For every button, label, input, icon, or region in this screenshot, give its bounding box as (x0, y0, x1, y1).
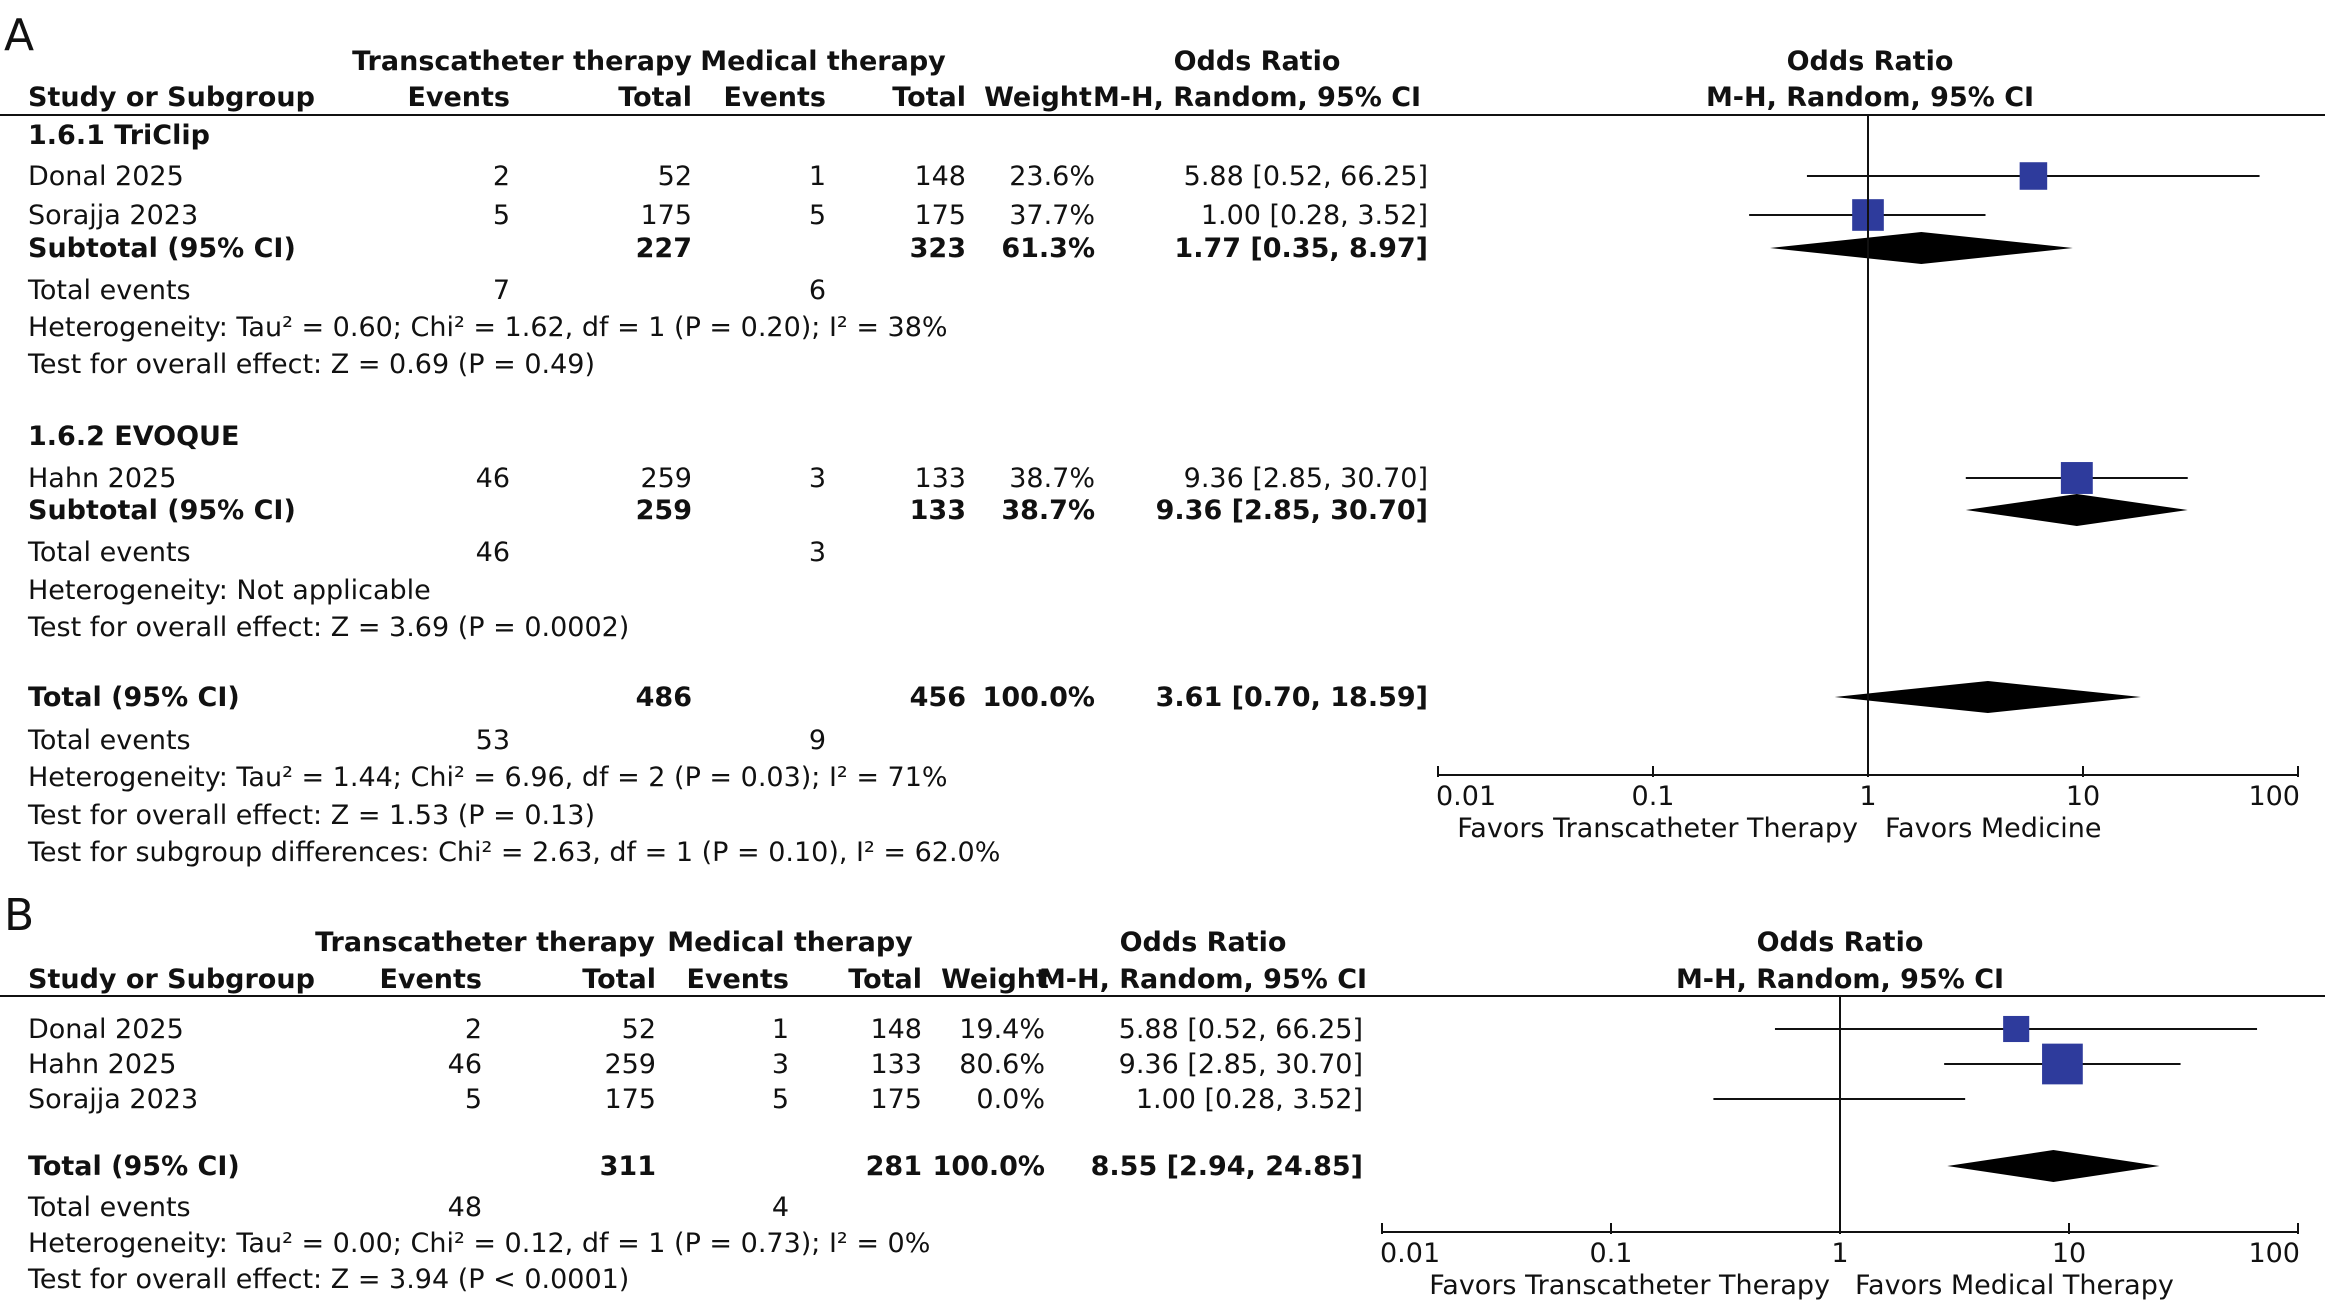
cell-events-1: 46 (475, 463, 510, 494)
cell-total-1: 311 (599, 1151, 656, 1182)
row-label-events: Total events (28, 275, 191, 306)
header-or-method: M-H, Random, 95% CI (1092, 82, 1422, 113)
header-study: Study or Subgroup (28, 964, 315, 995)
cell-events-1: 5 (464, 1084, 482, 1115)
header-study: Study or Subgroup (28, 82, 315, 113)
cell-total-2: 175 (914, 200, 966, 231)
cell-events-2: 3 (808, 463, 826, 494)
cell-weight: 37.7% (1009, 200, 1095, 231)
header-plot-method: M-H, Random, 95% CI (1705, 82, 2035, 113)
header-weight: Weight (941, 964, 1049, 995)
cell-total-2: 133 (909, 495, 966, 526)
study-square (2061, 462, 2093, 494)
cell-events-1: 46 (447, 1049, 482, 1080)
panel-label: A (4, 10, 35, 61)
row-label-events: Total events (28, 1192, 191, 1223)
header-plot-method: M-H, Random, 95% CI (1675, 964, 2005, 995)
header-or-title: Odds Ratio (1119, 927, 1287, 958)
header-or-title: Odds Ratio (1173, 46, 1341, 77)
cell-events-1: 2 (464, 1014, 482, 1045)
cell-or-ci: 9.36 [2.85, 30.70] (1183, 463, 1428, 494)
header-events-1: Events (407, 82, 510, 113)
cell-total-1: 259 (640, 463, 692, 494)
cell-weight: 38.7% (1009, 463, 1095, 494)
cell-events-1: 2 (492, 161, 510, 192)
cell-or-ci: 9.36 [2.85, 30.70] (1155, 495, 1428, 526)
cell-events-2: 3 (771, 1049, 789, 1080)
study-square (2003, 1016, 2029, 1042)
favors-right-label: Favors Medicine (1885, 813, 2102, 844)
cell-events-2: 5 (771, 1084, 789, 1115)
row-label-study: Sorajja 2023 (28, 200, 199, 231)
cell-weight: 80.6% (959, 1049, 1045, 1080)
forest-panel-a (0, 10, 2325, 868)
forest-panel-b (0, 890, 2325, 1301)
cell-total-2: 456 (909, 682, 966, 713)
header-group2: Medical therapy (700, 46, 946, 77)
row-label-events: Total events (28, 725, 191, 756)
cell-events-2: 6 (808, 275, 826, 306)
cell-total-1: 175 (640, 200, 692, 231)
cell-weight: 19.4% (959, 1014, 1045, 1045)
panel-label: B (4, 890, 35, 941)
x-tick-label: 1 (1831, 1238, 1849, 1269)
cell-weight: 100.0% (982, 682, 1095, 713)
cell-events-2: 9 (808, 725, 826, 756)
cell-events-1: 48 (447, 1192, 482, 1223)
cell-or-ci: 1.00 [0.28, 3.52] (1135, 1084, 1363, 1115)
cell-total-2: 281 (865, 1151, 922, 1182)
x-tick-label: 0.1 (1589, 1238, 1633, 1269)
header-plot-title: Odds Ratio (1786, 46, 1954, 77)
row-label-text: Test for overall effect: Z = 3.69 (P = 0.0002) (28, 612, 630, 643)
favors-left-label: Favors Transcatheter Therapy (1457, 813, 1858, 844)
header-weight: Weight (984, 82, 1092, 113)
pooled-diamond (1770, 232, 2073, 264)
study-square (2042, 1044, 2083, 1085)
row-label-study: Donal 2025 (28, 161, 184, 192)
cell-total-1: 52 (657, 161, 692, 192)
row-label-text: Test for overall effect: Z = 0.69 (P = 0.49) (28, 349, 595, 380)
row-label-subtotal: Subtotal (95% CI) (28, 495, 296, 526)
pooled-diamond (1947, 1150, 2159, 1182)
cell-events-1: 5 (492, 200, 510, 231)
header-group1: Transcatheter therapy (315, 927, 655, 958)
cell-events-2: 1 (808, 161, 826, 192)
row-label-text: Heterogeneity: Tau² = 1.44; Chi² = 6.96, df = 2 (P = 0.03); I² = 71% (28, 762, 948, 793)
header-total-1: Total (582, 964, 656, 995)
header-events-1: Events (379, 964, 482, 995)
cell-or-ci: 1.77 [0.35, 8.97] (1174, 233, 1428, 264)
cell-or-ci: 8.55 [2.94, 24.85] (1090, 1151, 1363, 1182)
cell-total-2: 175 (870, 1084, 922, 1115)
cell-total-2: 323 (909, 233, 966, 264)
header-total-2: Total (892, 82, 966, 113)
cell-total-2: 133 (914, 463, 966, 494)
cell-or-ci: 1.00 [0.28, 3.52] (1200, 200, 1428, 231)
cell-events-1: 7 (492, 275, 510, 306)
study-square (2020, 162, 2048, 190)
cell-or-ci: 5.88 [0.52, 66.25] (1118, 1014, 1363, 1045)
cell-events-2: 3 (808, 537, 826, 568)
x-tick-label: 10 (2065, 781, 2101, 812)
row-label-text: Test for overall effect: Z = 1.53 (P = 0.13) (28, 800, 595, 831)
header-total-1: Total (618, 82, 692, 113)
x-tick-label: 100 (2248, 781, 2300, 812)
header-total-2: Total (848, 964, 922, 995)
cell-events-1: 46 (475, 537, 510, 568)
cell-weight: 61.3% (1001, 233, 1095, 264)
pooled-diamond (1835, 681, 2141, 713)
cell-or-ci: 9.36 [2.85, 30.70] (1118, 1049, 1363, 1080)
row-label-text: Heterogeneity: Tau² = 0.60; Chi² = 1.62, df = 1 (P = 0.20); I² = 38% (28, 312, 948, 343)
cell-weight: 38.7% (1001, 495, 1095, 526)
row-label-events: Total events (28, 537, 191, 568)
header-plot-title: Odds Ratio (1756, 927, 1924, 958)
x-tick-label: 1 (1859, 781, 1877, 812)
cell-or-ci: 3.61 [0.70, 18.59] (1155, 682, 1428, 713)
row-label-text: Test for subgroup differences: Chi² = 2.63, df = 1 (P = 0.10), I² = 62.0% (28, 837, 1001, 868)
cell-events-2: 1 (771, 1014, 789, 1045)
row-label-study: Hahn 2025 (28, 1049, 177, 1080)
header-group1: Transcatheter therapy (352, 46, 692, 77)
row-label-text: Heterogeneity: Not applicable (28, 575, 431, 606)
row-label-total: Total (95% CI) (28, 682, 240, 713)
favors-right-label: Favors Medical Therapy (1855, 1270, 2174, 1301)
cell-total-2: 148 (914, 161, 966, 192)
cell-total-1: 52 (621, 1014, 656, 1045)
header-or-method: M-H, Random, 95% CI (1038, 964, 1368, 995)
row-label-subgroup: 1.6.1 TriClip (28, 120, 210, 151)
row-label-study: Sorajja 2023 (28, 1084, 199, 1115)
cell-events-2: 5 (808, 200, 826, 231)
row-label-subtotal: Subtotal (95% CI) (28, 233, 296, 264)
cell-total-2: 133 (870, 1049, 922, 1080)
x-tick-label: 0.1 (1631, 781, 1675, 812)
cell-total-1: 259 (604, 1049, 656, 1080)
pooled-diamond (1966, 494, 2188, 526)
cell-total-1: 175 (604, 1084, 656, 1115)
row-label-text: Heterogeneity: Tau² = 0.00; Chi² = 0.12, df = 1 (P = 0.73); I² = 0% (28, 1228, 931, 1259)
cell-weight: 100.0% (932, 1151, 1045, 1182)
row-label-study: Hahn 2025 (28, 463, 177, 494)
cell-total-1: 486 (635, 682, 692, 713)
favors-left-label: Favors Transcatheter Therapy (1429, 1270, 1830, 1301)
header-events-2: Events (723, 82, 826, 113)
header-group2: Medical therapy (667, 927, 913, 958)
cell-weight: 0.0% (976, 1084, 1045, 1115)
cell-total-2: 148 (870, 1014, 922, 1045)
x-tick-label: 0.01 (1436, 781, 1497, 812)
cell-total-1: 227 (635, 233, 692, 264)
cell-events-1: 53 (475, 725, 510, 756)
cell-events-2: 4 (771, 1192, 789, 1223)
row-label-total: Total (95% CI) (28, 1151, 240, 1182)
header-events-2: Events (686, 964, 789, 995)
cell-weight: 23.6% (1009, 161, 1095, 192)
row-label-subgroup: 1.6.2 EVOQUE (28, 421, 240, 452)
x-tick-label: 0.01 (1380, 1238, 1441, 1269)
cell-or-ci: 5.88 [0.52, 66.25] (1183, 161, 1428, 192)
x-tick-label: 100 (2248, 1238, 2300, 1269)
row-label-text: Test for overall effect: Z = 3.94 (P < 0.0001) (28, 1264, 630, 1295)
x-tick-label: 10 (2051, 1238, 2087, 1269)
row-label-study: Donal 2025 (28, 1014, 184, 1045)
cell-total-1: 259 (635, 495, 692, 526)
